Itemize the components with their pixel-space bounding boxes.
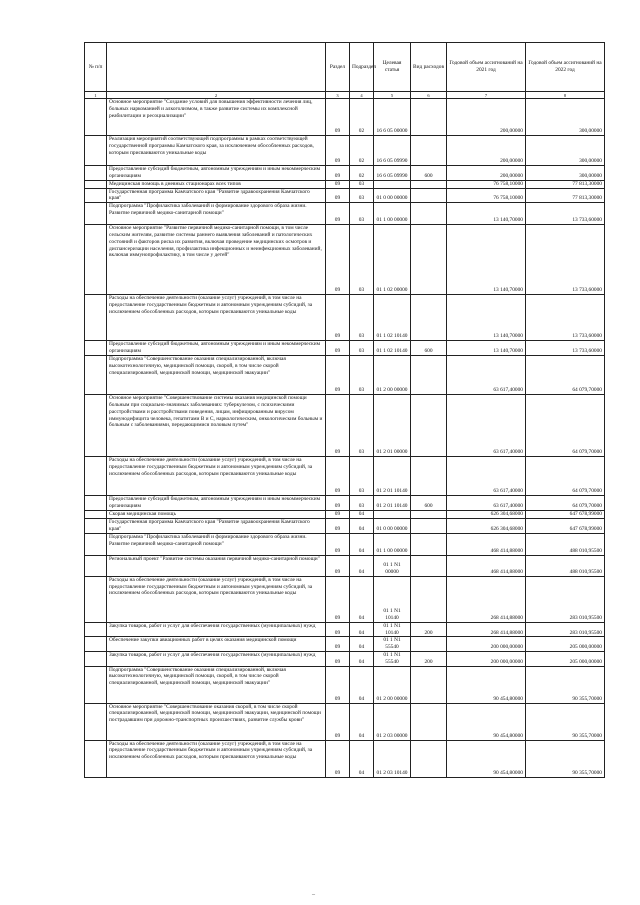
header-2022: Годовой объем ассигнований на 2022 год [526, 43, 605, 92]
row-target-article: 01 1 N1 10140 [374, 622, 411, 637]
row-razdel: 09 [326, 637, 350, 652]
row-amount-2021: 468 414,88000 [447, 533, 526, 555]
table-row [85, 703, 605, 740]
row-amount-2022: 283 010,95500 [526, 576, 605, 622]
table-row [85, 99, 605, 136]
row-amount-2022: 64 079,70000 [526, 356, 605, 395]
row-num [85, 666, 107, 703]
row-razdel: 09 [326, 622, 350, 637]
row-amount-2022: 300,00000 [526, 99, 605, 136]
table-row [85, 203, 605, 225]
row-target-article: 01 1 00 00000 [374, 203, 411, 225]
row-podrazdel: 04 [350, 555, 374, 576]
row-podrazdel: 04 [350, 740, 374, 777]
row-expense-type: 600 [411, 341, 447, 356]
row-amount-2022: 205 000,00000 [526, 651, 605, 666]
row-podrazdel: 04 [350, 666, 374, 703]
row-podrazdel: 03 [350, 457, 374, 496]
row-target-article: 16 6 05 09990 [374, 136, 411, 166]
row-razdel: 09 [326, 651, 350, 666]
row-amount-2022: 647 678,99000 [526, 511, 605, 519]
table-row [85, 622, 605, 637]
row-amount-2022: 13 733,60000 [526, 295, 605, 341]
row-amount-2022: 300,00000 [526, 166, 605, 181]
row-name: Предоставление субсидий бюджетным, автономным учреждениям и иным некоммерческим организациям [107, 496, 326, 511]
row-num [85, 740, 107, 777]
table-row [85, 519, 605, 534]
row-podrazdel: 03 [350, 203, 374, 225]
column-number: 4 [350, 92, 374, 99]
row-expense-type [411, 637, 447, 652]
table-row [85, 740, 605, 777]
column-number: 3 [326, 92, 350, 99]
row-num [85, 533, 107, 555]
row-target-article [374, 511, 411, 519]
row-podrazdel: 04 [350, 637, 374, 652]
row-razdel: 09 [326, 576, 350, 622]
row-amount-2022: 77 813,30000 [526, 180, 605, 188]
row-podrazdel: 04 [350, 533, 374, 555]
table-row [85, 136, 605, 166]
row-num [85, 496, 107, 511]
row-amount-2021: 63 617,40000 [447, 395, 526, 457]
row-podrazdel: 02 [350, 99, 374, 136]
row-expense-type: 600 [411, 496, 447, 511]
row-amount-2021: 268 414,88000 [447, 622, 526, 637]
row-expense-type: 200 [411, 651, 447, 666]
row-amount-2021: 268 414,88000 [447, 576, 526, 622]
row-expense-type: 600 [411, 166, 447, 181]
row-podrazdel: 04 [350, 703, 374, 740]
row-target-article: 01 2 01 10140 [374, 496, 411, 511]
table-row [85, 225, 605, 295]
row-amount-2021: 13 140,70000 [447, 295, 526, 341]
row-razdel: 09 [326, 457, 350, 496]
header-vid: Вид расходов [411, 43, 447, 92]
row-name: Основное мероприятие "Совершенствование оказания скорой, в том числе скорой специализированной, медицинской помощи, медицинской эвакуации, медицинской помощи пострадавшим при дорожно-транспортных происшествиях, развитие службы крови" [107, 703, 326, 740]
row-amount-2022: 13 733,60000 [526, 225, 605, 295]
row-target-article: 16 6 05 00000 [374, 99, 411, 136]
row-target-article: 01 2 03 10140 [374, 740, 411, 777]
row-razdel: 09 [326, 136, 350, 166]
row-amount-2021: 63 617,40000 [447, 496, 526, 511]
table-row [85, 533, 605, 555]
row-razdel: 09 [326, 188, 350, 203]
row-razdel: 09 [326, 533, 350, 555]
row-num [85, 395, 107, 457]
row-num [85, 99, 107, 136]
row-podrazdel: 03 [350, 188, 374, 203]
row-amount-2022: 300,00000 [526, 136, 605, 166]
row-amount-2021: 90 454,80000 [447, 703, 526, 740]
row-num [85, 203, 107, 225]
row-amount-2021: 76 758,10000 [447, 180, 526, 188]
row-amount-2021: 200,00000 [447, 99, 526, 136]
row-amount-2021: 13 140,70000 [447, 225, 526, 295]
table-row [85, 651, 605, 666]
row-razdel: 09 [326, 225, 350, 295]
row-amount-2022: 205 000,00000 [526, 637, 605, 652]
row-razdel: 09 [326, 99, 350, 136]
row-razdel: 09 [326, 555, 350, 576]
row-podrazdel: 03 [350, 295, 374, 341]
row-razdel: 09 [326, 356, 350, 395]
row-num [85, 225, 107, 295]
row-expense-type [411, 395, 447, 457]
table-row [85, 341, 605, 356]
row-amount-2022: 13 733,60000 [526, 203, 605, 225]
row-name: Расходы на обеспечение деятельности (оказание услуг) учреждений, в том числе на предоставление государственным бюджетным и автономным учреждениям субсидий, за исключением обособленных расходов, которым присваиваются уникальные коды [107, 457, 326, 496]
row-expense-type [411, 740, 447, 777]
row-expense-type [411, 511, 447, 519]
column-number: 7 [447, 92, 526, 99]
row-name: Основное мероприятие "Создание условий для повышения эффективности лечения лиц, больных наркоманией и алкоголизмом, в также развитие системы их комплексной реабилитации и ресоциализации" [107, 99, 326, 136]
row-num [85, 295, 107, 341]
row-amount-2022: 488 010,95500 [526, 555, 605, 576]
row-expense-type [411, 555, 447, 576]
row-target-article: 01 2 01 10140 [374, 457, 411, 496]
row-name: Подпрограмма "Совершенствование оказания специализированной, включая высокотехнологичную, медицинской помощи, скорой, в том числе скорой специализированной, медицинской помощи, медицинской эвакуации" [107, 666, 326, 703]
row-expense-type [411, 576, 447, 622]
row-amount-2021: 90 454,80000 [447, 740, 526, 777]
row-name: Закупка товаров, работ и услуг для обеспечения государственных (муниципальных) нужд [107, 622, 326, 637]
table-row [85, 180, 605, 188]
row-num [85, 576, 107, 622]
row-amount-2021: 90 454,80000 [447, 666, 526, 703]
row-amount-2021: 63 617,40000 [447, 457, 526, 496]
row-amount-2021: 63 617,40000 [447, 356, 526, 395]
row-name: Основное мероприятие "Развитие первичной медико-санитарной помощи, в том числе сельским жителям, развитие системы раннего выявления заболеваний и патологических состояний и факторов риска их развития, включая проведение медицинских осмотров и диспансеризации населения, профилактика инфекционных и неинфекционных заболеваний, включая иммунопрофилактику, в том числе у детей" [107, 225, 326, 295]
row-podrazdel: 03 [350, 180, 374, 188]
row-name: Региональный проект "Развитие системы оказания первичной медико-санитарной помощи" [107, 555, 326, 576]
row-expense-type [411, 356, 447, 395]
row-amount-2021: 200,00000 [447, 136, 526, 166]
row-podrazdel: 03 [350, 341, 374, 356]
row-expense-type [411, 519, 447, 534]
header-target: Целевая статья [374, 43, 411, 92]
header-num: № п/п [85, 43, 107, 92]
row-podrazdel: 03 [350, 225, 374, 295]
row-num [85, 511, 107, 519]
header-podrazdel: Подраздел [350, 43, 374, 92]
row-target-article: 01 0 00 00000 [374, 188, 411, 203]
column-number: 1 [85, 92, 107, 99]
column-number: 6 [411, 92, 447, 99]
row-amount-2022: 488 010,95500 [526, 533, 605, 555]
table-row [85, 295, 605, 341]
row-name: Подпрограмма "Профилактика заболеваний и формирование здорового образа жизни. Развитие первичной медико-санитарной помощи" [107, 533, 326, 555]
row-amount-2021: 76 758,10000 [447, 188, 526, 203]
table-row [85, 637, 605, 652]
row-target-article: 01 1 02 10140 [374, 341, 411, 356]
row-podrazdel: 04 [350, 576, 374, 622]
row-target-article: 01 1 N1 55540 [374, 651, 411, 666]
row-razdel: 09 [326, 666, 350, 703]
row-podrazdel: 04 [350, 519, 374, 534]
row-target-article: 01 2 00 00000 [374, 666, 411, 703]
row-target-article: 01 1 N1 10140 [374, 576, 411, 622]
table-row [85, 511, 605, 519]
page-mark: – [312, 892, 315, 898]
row-razdel: 09 [326, 341, 350, 356]
row-num [85, 180, 107, 188]
table-row [85, 576, 605, 622]
row-amount-2021: 626 304,68000 [447, 519, 526, 534]
row-amount-2021: 200 000,00000 [447, 637, 526, 652]
row-target-article: 01 2 00 00000 [374, 356, 411, 395]
row-target-article: 01 1 N1 00000 [374, 555, 411, 576]
row-podrazdel: 04 [350, 511, 374, 519]
row-expense-type: 200 [411, 622, 447, 637]
row-num [85, 356, 107, 395]
row-expense-type [411, 180, 447, 188]
row-name: Обеспечение закупки авиационных работ в целях оказания медицинской помощи [107, 637, 326, 652]
row-num [85, 341, 107, 356]
row-target-article: 01 1 02 10140 [374, 295, 411, 341]
row-podrazdel: 02 [350, 166, 374, 181]
row-name: Расходы на обеспечение деятельности (оказание услуг) учреждений, в том числе на предоставление государственным бюджетным и автономным учреждениям субсидий, за исключением обособленных расходов, которым присваиваются уникальные коды [107, 295, 326, 341]
row-razdel: 09 [326, 740, 350, 777]
row-expense-type [411, 666, 447, 703]
row-expense-type [411, 533, 447, 555]
column-number: 2 [107, 92, 326, 99]
column-number: 8 [526, 92, 605, 99]
row-target-article: 16 6 05 09990 [374, 166, 411, 181]
row-expense-type [411, 295, 447, 341]
row-amount-2022: 90 355,70000 [526, 666, 605, 703]
row-num [85, 555, 107, 576]
row-name: Подпрограмма "Профилактика заболеваний и формирование здорового образа жизни. Развитие первичной медико-санитарной помощи" [107, 203, 326, 225]
row-name: Государственная программа Камчатского края "Развитие здравоохранения Камчатского края" [107, 519, 326, 534]
row-name: Расходы на обеспечение деятельности (оказание услуг) учреждений, в том числе на предоставление государственным бюджетным и автономным учреждениям субсидий, за исключением обособленных расходов, которым присваиваются уникальные коды [107, 740, 326, 777]
row-amount-2022: 283 010,95500 [526, 622, 605, 637]
row-num [85, 166, 107, 181]
row-num [85, 651, 107, 666]
row-amount-2022: 13 733,60000 [526, 341, 605, 356]
table-row [85, 555, 605, 576]
table-row [85, 457, 605, 496]
row-razdel: 09 [326, 519, 350, 534]
header-2021: Годовой объем ассигнований на 2021 год [447, 43, 526, 92]
row-amount-2021: 200,00000 [447, 166, 526, 181]
row-expense-type [411, 225, 447, 295]
row-amount-2022: 64 079,70000 [526, 395, 605, 457]
column-number-row [85, 92, 605, 99]
row-razdel: 09 [326, 511, 350, 519]
row-podrazdel: 03 [350, 395, 374, 457]
table-row [85, 496, 605, 511]
row-target-article: 01 2 03 00000 [374, 703, 411, 740]
row-amount-2021: 200 000,00000 [447, 651, 526, 666]
row-num [85, 519, 107, 534]
row-target-article: 01 0 00 00000 [374, 519, 411, 534]
table-row [85, 395, 605, 457]
row-amount-2022: 647 678,99000 [526, 519, 605, 534]
column-number: 5 [374, 92, 411, 99]
row-amount-2022: 64 079,70000 [526, 457, 605, 496]
row-expense-type [411, 703, 447, 740]
row-podrazdel: 03 [350, 356, 374, 395]
table-row [85, 356, 605, 395]
row-podrazdel: 04 [350, 651, 374, 666]
row-name: Расходы на обеспечение деятельности (оказание услуг) учреждений, в том числе на предоставление государственным бюджетным и автономным учреждениям субсидий, за исключением обособленных расходов, которым присваиваются уникальные коды [107, 576, 326, 622]
row-amount-2022: 90 355,70000 [526, 703, 605, 740]
row-razdel: 09 [326, 180, 350, 188]
row-name: Реализация мероприятий соответствующей подпрограммы в рамках соответствующей государственной программы Камчатского края, за исключением обособленных расходов, которым присваиваются уникальные коды [107, 136, 326, 166]
row-target-article: 01 1 N1 55540 [374, 637, 411, 652]
row-razdel: 09 [326, 395, 350, 457]
row-name: Закупка товаров, работ и услуг для обеспечения государственных (муниципальных) нужд [107, 651, 326, 666]
table-row [85, 166, 605, 181]
row-target-article: 01 1 00 00000 [374, 533, 411, 555]
row-expense-type [411, 99, 447, 136]
row-num [85, 188, 107, 203]
row-expense-type [411, 203, 447, 225]
row-podrazdel: 04 [350, 622, 374, 637]
row-expense-type [411, 188, 447, 203]
row-name: Медицинская помощь в дневных стационарах всех типов [107, 180, 326, 188]
row-razdel: 09 [326, 496, 350, 511]
table-row [85, 666, 605, 703]
row-name: Подпрограмма "Совершенствование оказания специализированной, включая высокотехнологичную, медицинской помощи, скорой, в том числе скорой специализированной, медицинской помощи, медицинской эвакуации" [107, 356, 326, 395]
row-num [85, 457, 107, 496]
budget-table [84, 42, 605, 778]
row-amount-2021: 13 140,70000 [447, 203, 526, 225]
row-amount-2022: 77 813,30000 [526, 188, 605, 203]
row-amount-2021: 626 304,68000 [447, 511, 526, 519]
table-body [85, 99, 605, 778]
row-expense-type [411, 136, 447, 166]
row-razdel: 09 [326, 703, 350, 740]
row-name: Скорая медицинская помощь [107, 511, 326, 519]
row-amount-2022: 64 079,70000 [526, 496, 605, 511]
header-razdel: Раздел [326, 43, 350, 92]
row-amount-2022: 90 355,70000 [526, 740, 605, 777]
row-name: Предоставление субсидий бюджетным, автономным учреждениям и иным некоммерческим организациям [107, 341, 326, 356]
row-podrazdel: 03 [350, 496, 374, 511]
row-name: Основное мероприятие "Совершенствование системы оказания медицинской помощи больным при социально-значимых заболеваниях: туберкулезом, с психическими расстройствами и расстройствами поведения, лицам, инфицированным вирусом иммунодефицита человека, гепатитами В и С, наркологическим, онкологическим больным и больным с заболеваниями, передающимися половым путем" [107, 395, 326, 457]
row-num [85, 622, 107, 637]
table-row [85, 188, 605, 203]
header-name [107, 43, 326, 92]
row-num [85, 637, 107, 652]
row-num [85, 136, 107, 166]
row-razdel: 09 [326, 166, 350, 181]
row-name: Предоставление субсидий бюджетным, автономным учреждениям и иным некоммерческим организациям [107, 166, 326, 181]
row-podrazdel: 02 [350, 136, 374, 166]
row-expense-type [411, 457, 447, 496]
row-razdel: 09 [326, 203, 350, 225]
row-amount-2021: 13 140,70000 [447, 341, 526, 356]
row-name: Государственная программа Камчатского края "Развитие здравоохранения Камчатского края" [107, 188, 326, 203]
row-num [85, 703, 107, 740]
row-amount-2021: 468 414,88000 [447, 555, 526, 576]
row-target-article: 01 1 02 00000 [374, 225, 411, 295]
header-row [85, 43, 605, 92]
row-target-article [374, 180, 411, 188]
row-target-article: 01 2 01 00000 [374, 395, 411, 457]
row-razdel: 09 [326, 295, 350, 341]
